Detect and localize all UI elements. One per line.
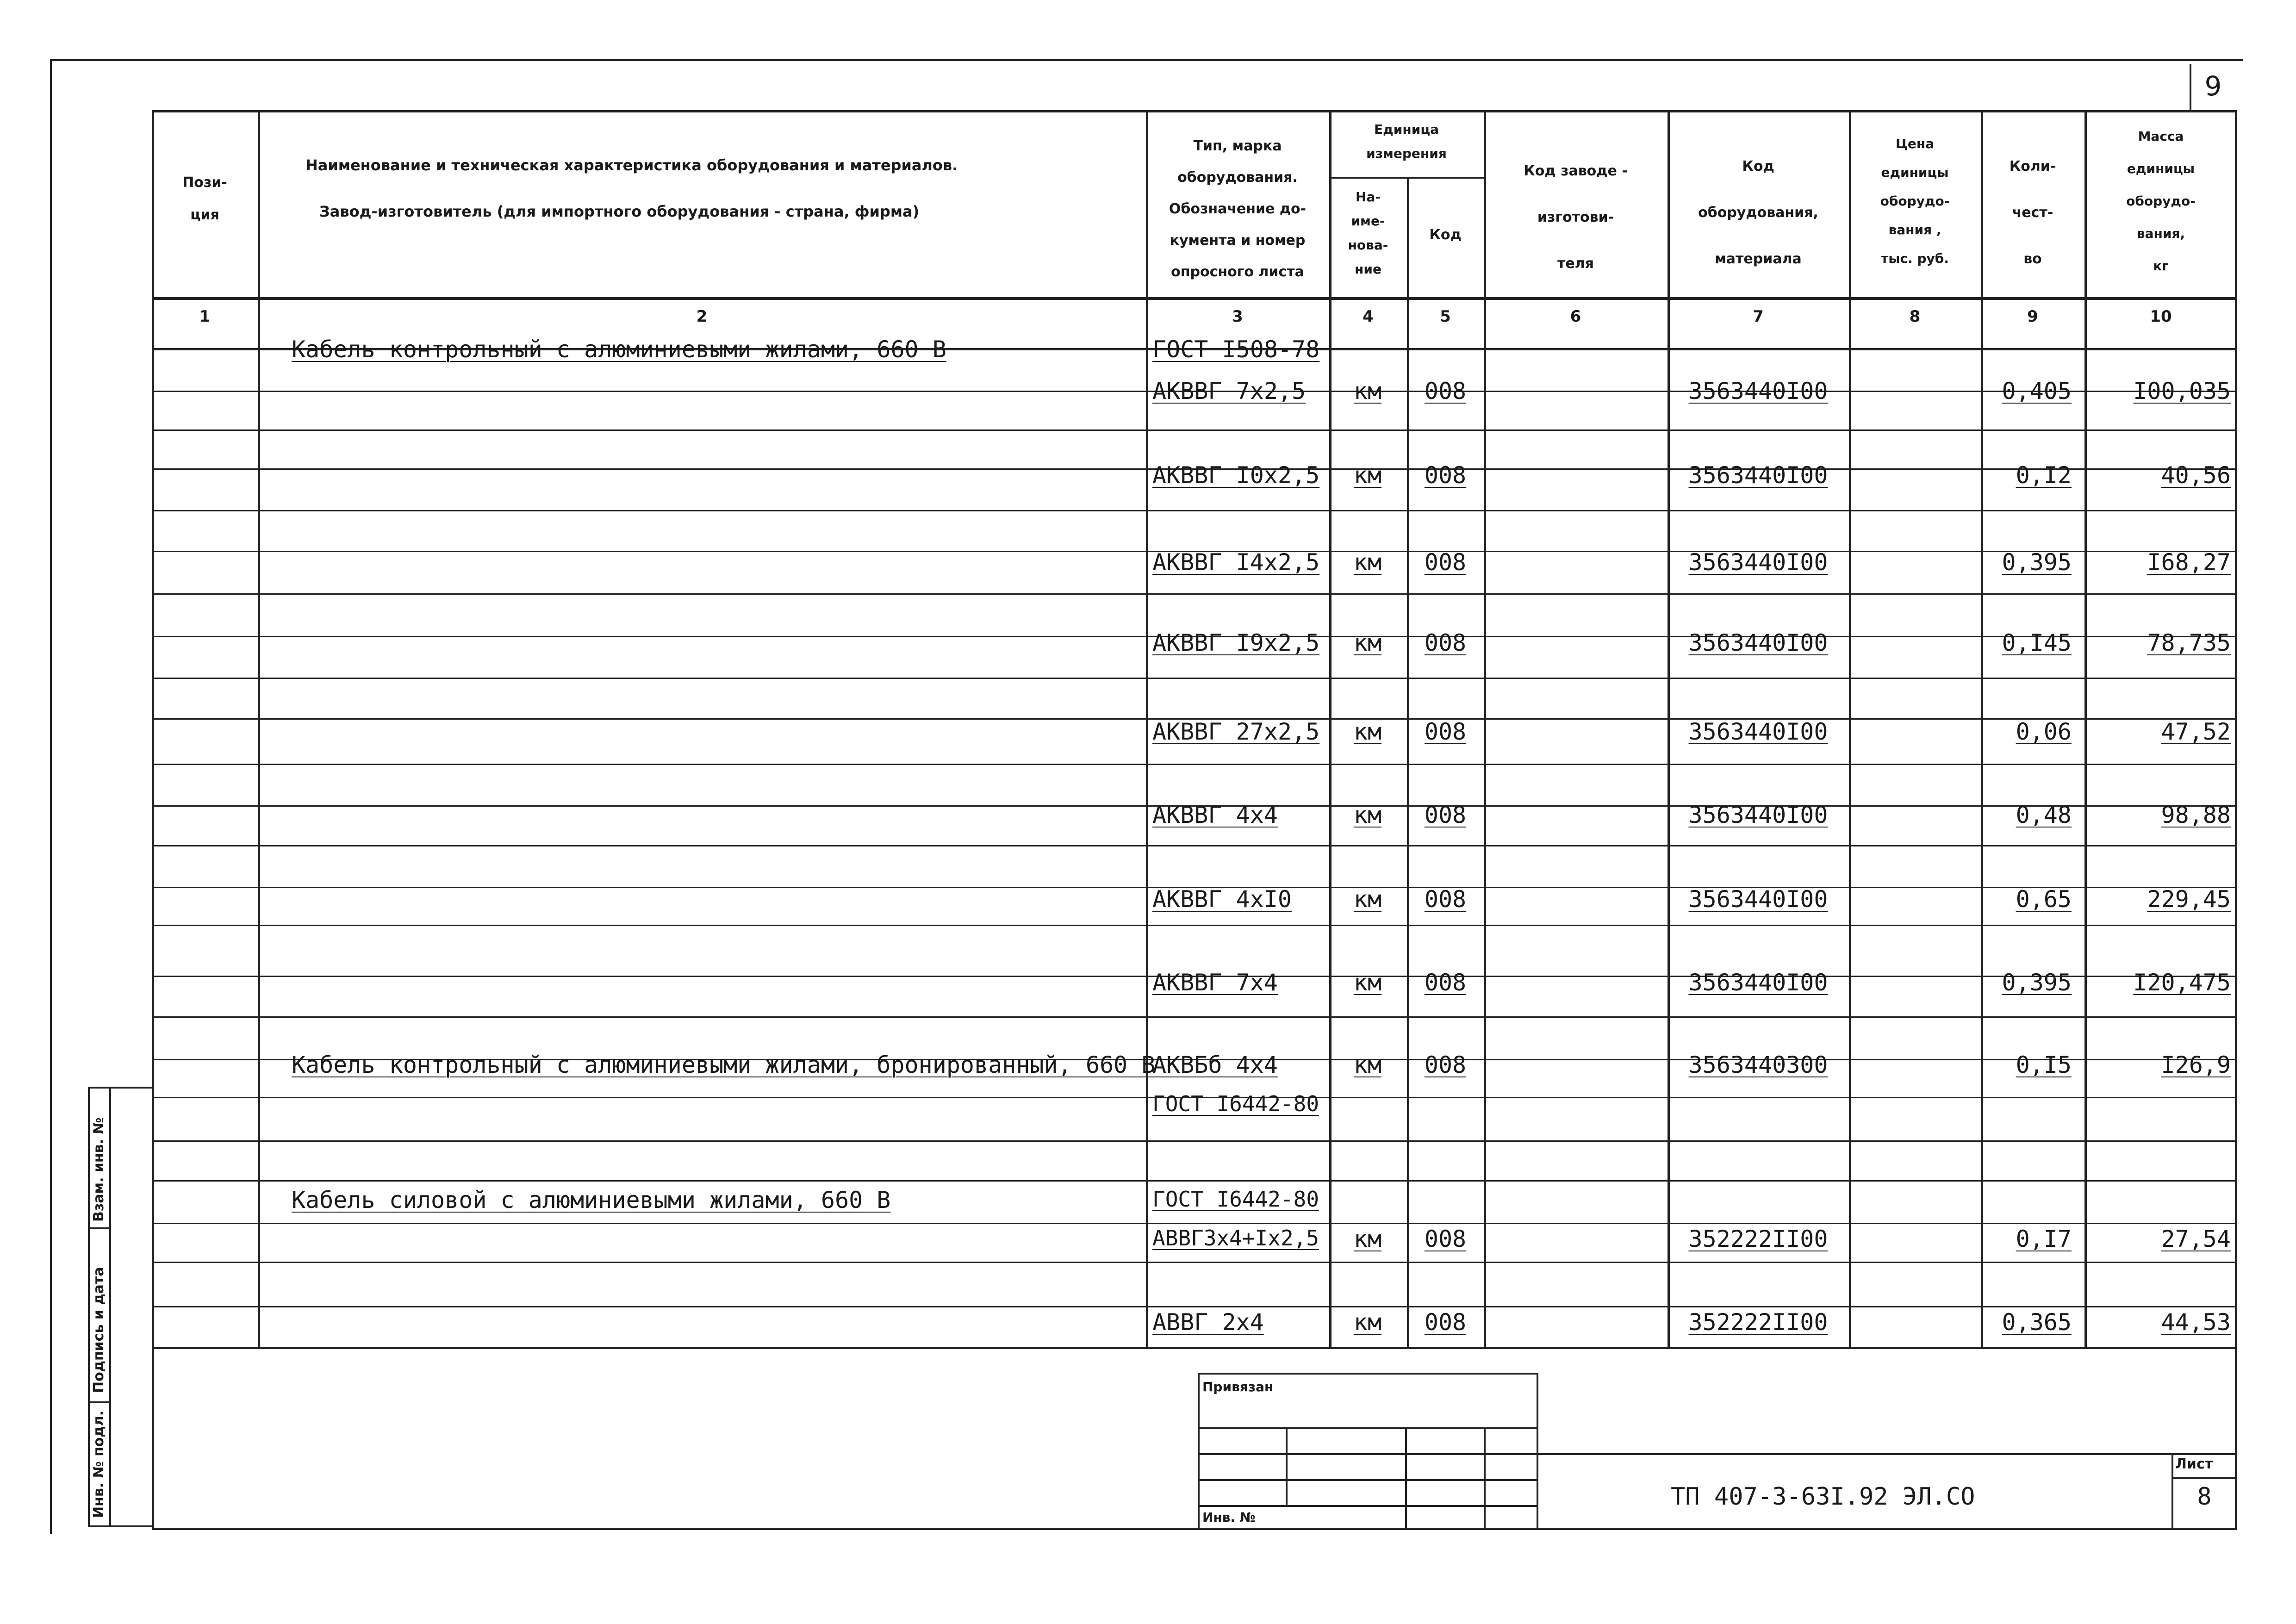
- cell-quantity: 0,395: [2002, 969, 2072, 996]
- cell-type: АКВБб 4х4: [1152, 1052, 1278, 1078]
- cell-quantity: 0,I45: [2002, 629, 2072, 656]
- cell-quantity: 0,48: [2016, 802, 2072, 828]
- cell-equipment-code: 3563440I00: [1688, 629, 1828, 656]
- cell-unit-code: 008: [1424, 1052, 1467, 1078]
- cell-mass: I68,27: [2147, 549, 2231, 576]
- cell-quantity: 0,I2: [2016, 462, 2072, 489]
- grid-vline: [1849, 110, 1851, 1347]
- cell-equipment-code: 3563440I00: [1688, 549, 1828, 576]
- grid-hline: [152, 1262, 2237, 1263]
- grid-hline: [152, 925, 2237, 926]
- header-price-line: оборудо-: [1880, 193, 1950, 209]
- header-unit-name-line: име-: [1351, 213, 1385, 229]
- cell-type: ГОСТ I6442-80: [1152, 1187, 1319, 1212]
- grid-hline: [152, 678, 2237, 679]
- cell-name: Кабель силовой с алюминиевыми жилами, 660 В: [292, 1187, 891, 1213]
- cell-quantity: 0,65: [2016, 886, 2072, 913]
- grid-hline: [1329, 177, 1484, 179]
- cell-type: АКВВГ I0х2,5: [1152, 462, 1320, 489]
- grid-hline: [152, 1223, 2237, 1224]
- cell-unit: км: [1353, 549, 1382, 576]
- header-equipment-code-line: оборудования,: [1698, 205, 1818, 221]
- cell-mass: 98,88: [2161, 802, 2231, 828]
- header-position-line: Пози-: [182, 174, 227, 191]
- cell-equipment-code: 3563440I00: [1688, 378, 1828, 404]
- cell-type: АКВВГ I4х2,5: [1152, 549, 1320, 576]
- header-type-line: оборудования.: [1177, 169, 1298, 186]
- cell-mass: I20,475: [2133, 969, 2231, 996]
- cell-mass: 47,52: [2161, 718, 2231, 745]
- cell-type: АКВВГ 7х4: [1152, 969, 1278, 996]
- cell-equipment-code: 352222II00: [1688, 1226, 1828, 1252]
- cell-unit-code: 008: [1424, 629, 1467, 656]
- cell-type: ГОСТ I508-78: [1152, 336, 1320, 363]
- cell-quantity: 0,I5: [2016, 1052, 2072, 1078]
- header-unit-code-line: Код: [1429, 227, 1462, 243]
- cell-mass: 40,56: [2161, 462, 2231, 489]
- grid-hline: [152, 764, 2237, 765]
- header-equipment-code-line: Код: [1742, 158, 1774, 174]
- document-code: ТП 407-3-63I.92 ЭЛ.СО: [1671, 1483, 1975, 1511]
- grid-hline: [152, 510, 2237, 511]
- grid-vline: [1329, 110, 1332, 1347]
- cell-type: ГОСТ I6442-80: [1152, 1091, 1319, 1116]
- cell-type: АКВВГ 7х2,5: [1152, 378, 1306, 404]
- cell-type: АКВВГ I9х2,5: [1152, 629, 1320, 656]
- cell-name: Кабель контрольный с алюминиевыми жилами, бронированный, 660 В: [292, 1052, 1156, 1078]
- cell-unit-code: 008: [1424, 718, 1467, 745]
- grid-hline: [152, 593, 2237, 595]
- cell-quantity: 0,06: [2016, 718, 2072, 745]
- cell-equipment-code: 3563440I00: [1688, 969, 1828, 996]
- column-number: 9: [2027, 307, 2038, 326]
- cell-unit-code: 008: [1424, 549, 1467, 576]
- grid-vline: [1146, 110, 1148, 1347]
- column-number: 10: [2150, 307, 2172, 326]
- cell-unit-code: 008: [1424, 1309, 1467, 1336]
- cell-mass: 27,54: [2161, 1226, 2231, 1252]
- cell-quantity: 0,405: [2002, 378, 2072, 404]
- grid-hline: [152, 1347, 2237, 1349]
- cell-unit-code: 008: [1424, 802, 1467, 828]
- header-name-line: Завод-изготовитель (для импортного оборудования - страна, фирма): [319, 203, 920, 220]
- cell-unit: км: [1353, 629, 1382, 656]
- header-price-line: единицы: [1881, 165, 1949, 180]
- cell-unit: км: [1353, 1226, 1382, 1252]
- header-unit-name-line: ние: [1355, 261, 1381, 277]
- cell-equipment-code: 3563440I00: [1688, 802, 1828, 828]
- grid-vline: [2084, 110, 2087, 1347]
- header-mass-line: оборудо-: [2126, 193, 2196, 209]
- header-quantity-line: Коли-: [2009, 158, 2056, 174]
- header-type-line: кумента и номер: [1170, 232, 1306, 249]
- header-mass-line: единицы: [2127, 161, 2195, 176]
- sheet-label: Лист: [2175, 1456, 2213, 1472]
- page-number: 9: [2204, 70, 2222, 102]
- column-number: 5: [1440, 307, 1451, 326]
- side-label-inv-podl: Инв. № подл.: [91, 1410, 107, 1518]
- header-quantity-line: чест-: [2012, 205, 2053, 221]
- grid-hline: [152, 1140, 2237, 1142]
- cell-equipment-code: 3563440I00: [1688, 886, 1828, 913]
- header-quantity-line: во: [2023, 251, 2042, 267]
- cell-type: АКВВГ 27х2,5: [1152, 718, 1320, 745]
- cell-equipment-code: 3563440I00: [1688, 718, 1828, 745]
- header-equipment-code-line: материала: [1715, 251, 1802, 267]
- cell-name: Кабель контрольный с алюминиевыми жилами, 660 В: [292, 336, 946, 363]
- stamp-privyazan: Привязан: [1202, 1379, 1274, 1394]
- cell-type: АКВВГ 4хI0: [1152, 886, 1292, 913]
- header-price-line: Цена: [1895, 136, 1935, 151]
- column-number: 6: [1570, 307, 1581, 326]
- header-factory-code-line: Код заводе -: [1524, 163, 1628, 179]
- grid-vline: [258, 110, 260, 1347]
- header-position-line: ция: [190, 207, 219, 223]
- cell-unit: км: [1353, 378, 1382, 404]
- cell-unit: км: [1353, 802, 1382, 828]
- column-number: 8: [1909, 307, 1921, 326]
- grid-hline: [152, 845, 2237, 846]
- grid-vline: [1484, 110, 1486, 1347]
- cell-mass: 78,735: [2147, 629, 2231, 656]
- grid-hline: [152, 429, 2237, 431]
- cell-unit: км: [1353, 1052, 1382, 1078]
- page-number-box: [2190, 64, 2235, 112]
- cell-unit: км: [1353, 1309, 1382, 1336]
- cell-equipment-code: 352222II00: [1688, 1309, 1828, 1336]
- header-mass-line: вания,: [2136, 226, 2185, 241]
- cell-equipment-code: 3563440I00: [1688, 462, 1828, 489]
- cell-quantity: 0,395: [2002, 549, 2072, 576]
- cell-unit-code: 008: [1424, 378, 1467, 404]
- side-label-signature-date: Подпись и дата: [91, 1267, 107, 1393]
- cell-type: АКВВГ 4х4: [1152, 802, 1278, 828]
- column-number: 4: [1363, 307, 1374, 326]
- grid-hline: [152, 297, 2237, 300]
- grid-vline: [1407, 177, 1409, 1347]
- header-mass-line: Масса: [2138, 129, 2184, 144]
- header-factory-code-line: теля: [1557, 255, 1594, 272]
- grid-hline: [152, 1180, 2237, 1182]
- header-price-line: вания ,: [1888, 222, 1941, 237]
- cell-unit: км: [1353, 969, 1382, 996]
- side-label-zam-inv: Взам. инв. №: [91, 1117, 107, 1222]
- header-type-line: Обозначение до-: [1169, 201, 1307, 217]
- cell-unit-code: 008: [1424, 462, 1467, 489]
- header-unit-name-line: нова-: [1348, 237, 1388, 253]
- header-price-line: тыс. руб.: [1880, 251, 1949, 266]
- header-unit-group-line: Единица: [1374, 122, 1439, 137]
- sheet-number: 8: [2197, 1483, 2212, 1511]
- cell-quantity: 0,I7: [2016, 1226, 2072, 1252]
- cell-unit-code: 008: [1424, 1226, 1467, 1252]
- cell-quantity: 0,365: [2002, 1309, 2072, 1336]
- grid-hline: [152, 1306, 2237, 1307]
- header-factory-code-line: изготови-: [1537, 209, 1614, 225]
- grid-hline: [152, 1016, 2237, 1018]
- column-number: 1: [199, 307, 211, 326]
- cell-mass: 229,45: [2147, 886, 2231, 913]
- column-number: 2: [696, 307, 708, 326]
- header-type-line: опросного листа: [1171, 264, 1304, 280]
- stamp-inv-no: Инв. №: [1202, 1510, 1256, 1525]
- header-mass-line: кг: [2153, 258, 2169, 274]
- cell-unit: км: [1353, 886, 1382, 913]
- header-unit-group-line: измерения: [1366, 146, 1447, 161]
- column-number: 7: [1753, 307, 1764, 326]
- cell-mass: 44,53: [2161, 1309, 2231, 1336]
- cell-equipment-code: 3563440300: [1688, 1052, 1828, 1078]
- cell-mass: I00,035: [2133, 378, 2231, 404]
- header-name-line: Наименование и техническая характеристика оборудования и материалов.: [305, 156, 958, 174]
- cell-mass: I26,9: [2161, 1052, 2231, 1078]
- header-type-line: Тип, марка: [1193, 138, 1282, 154]
- cell-unit-code: 008: [1424, 969, 1467, 996]
- header-unit-name-line: На-: [1356, 189, 1381, 205]
- cell-unit: км: [1353, 718, 1382, 745]
- cell-unit: км: [1353, 462, 1382, 489]
- cell-unit-code: 008: [1424, 886, 1467, 913]
- column-number: 3: [1232, 307, 1243, 326]
- cell-type: АВВГ 2х4: [1152, 1309, 1264, 1336]
- cell-type: АВВГ3х4+Iх2,5: [1152, 1226, 1319, 1251]
